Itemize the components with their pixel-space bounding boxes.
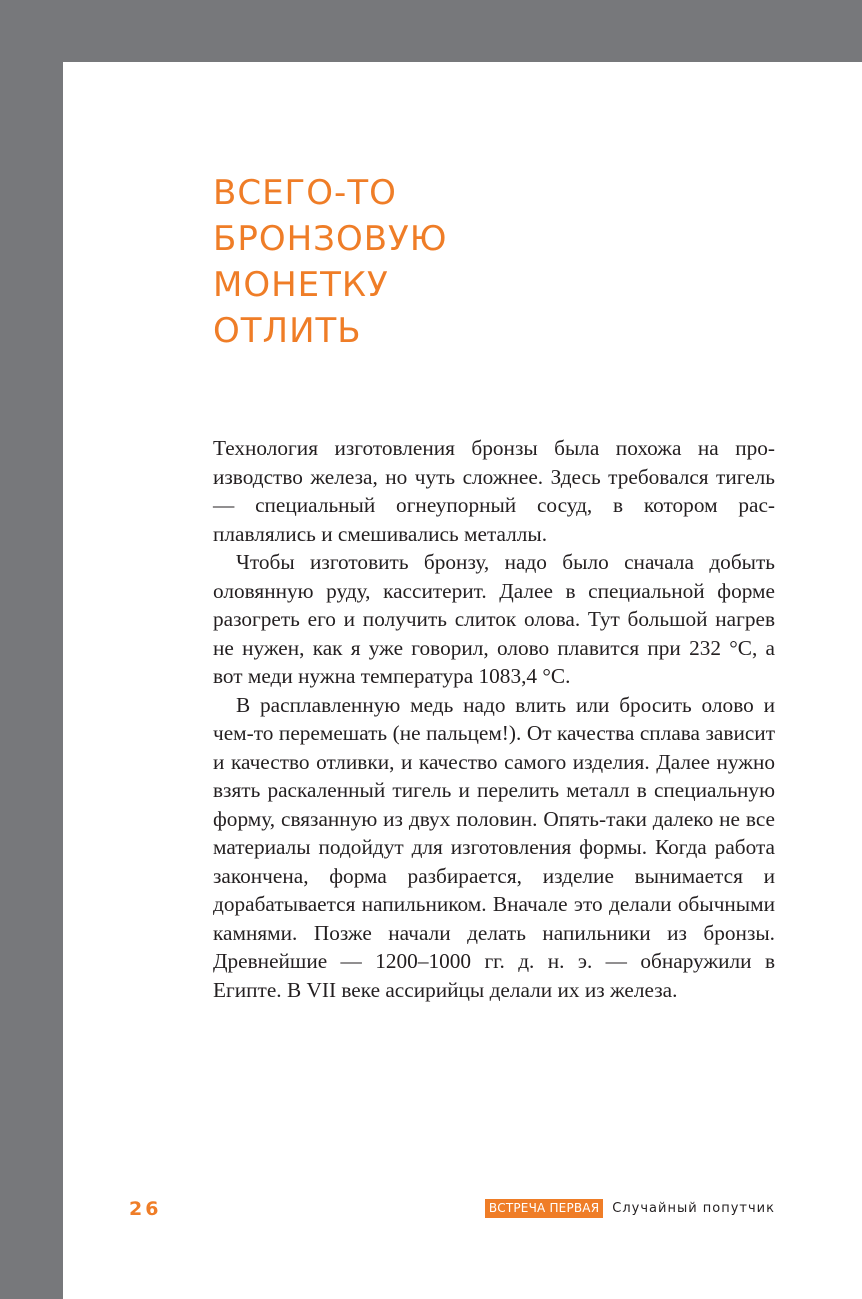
chapter-title-line: МОНЕТКУ (213, 265, 389, 305)
chapter-title-line: ВСЕГО-ТО (213, 173, 397, 213)
page-number: 26 (129, 1198, 162, 1220)
running-footer (485, 1199, 775, 1218)
paragraph: Чтобы изготовить бронзу, надо было сначала добыть оловянную руду, касситерит. Далее в специальной форме разогреть его и получить слиток олова. Тут большой нагрев не нужен, как я уже говорил, олово плавится при 232 °C, а вот меди нужна температура 1083,4 °C. (213, 550, 775, 688)
paragraph: Технология изготовления бронзы была похожа на производство железа, но чуть сложнее. Здесь требовался тигель — специальный огнеупорный сосуд, в котором расплавлялись и смешивались металлы. (213, 436, 775, 546)
chapter-title (213, 170, 447, 354)
section-badge: ВСТРЕЧА ПЕРВАЯ (485, 1199, 603, 1218)
chapter-title-line: БРОНЗОВУЮ (213, 219, 448, 259)
chapter-name: Случайный попутчик (612, 1201, 775, 1216)
chapter-title-line: ОТЛИТЬ (213, 311, 362, 351)
paragraph: В расплавленную медь надо влить или бросить олово и чем-то перемешать (не пальцем!). От качества сплава зависит и качество отливки, и качество самого изделия. Далее нужно взять раскаленный тигель и перелить металл в специальную форму, связанную из двух половин. Опять-таки далеко не все материалы подойдут для изготовления формы. Когда работа закончена, форма разбирается, изделие вынимается и дорабатывается напильником. Вначале это делали обычными камнями. Позже начали делать напильники из бронзы. Древнейшие — 1200–1000 гг. д. н. э. — обнаружили в Египте. В VII веке ассирийцы делали их из железа. (213, 692, 775, 1002)
book-page (63, 62, 862, 1299)
body-text (213, 434, 775, 1004)
